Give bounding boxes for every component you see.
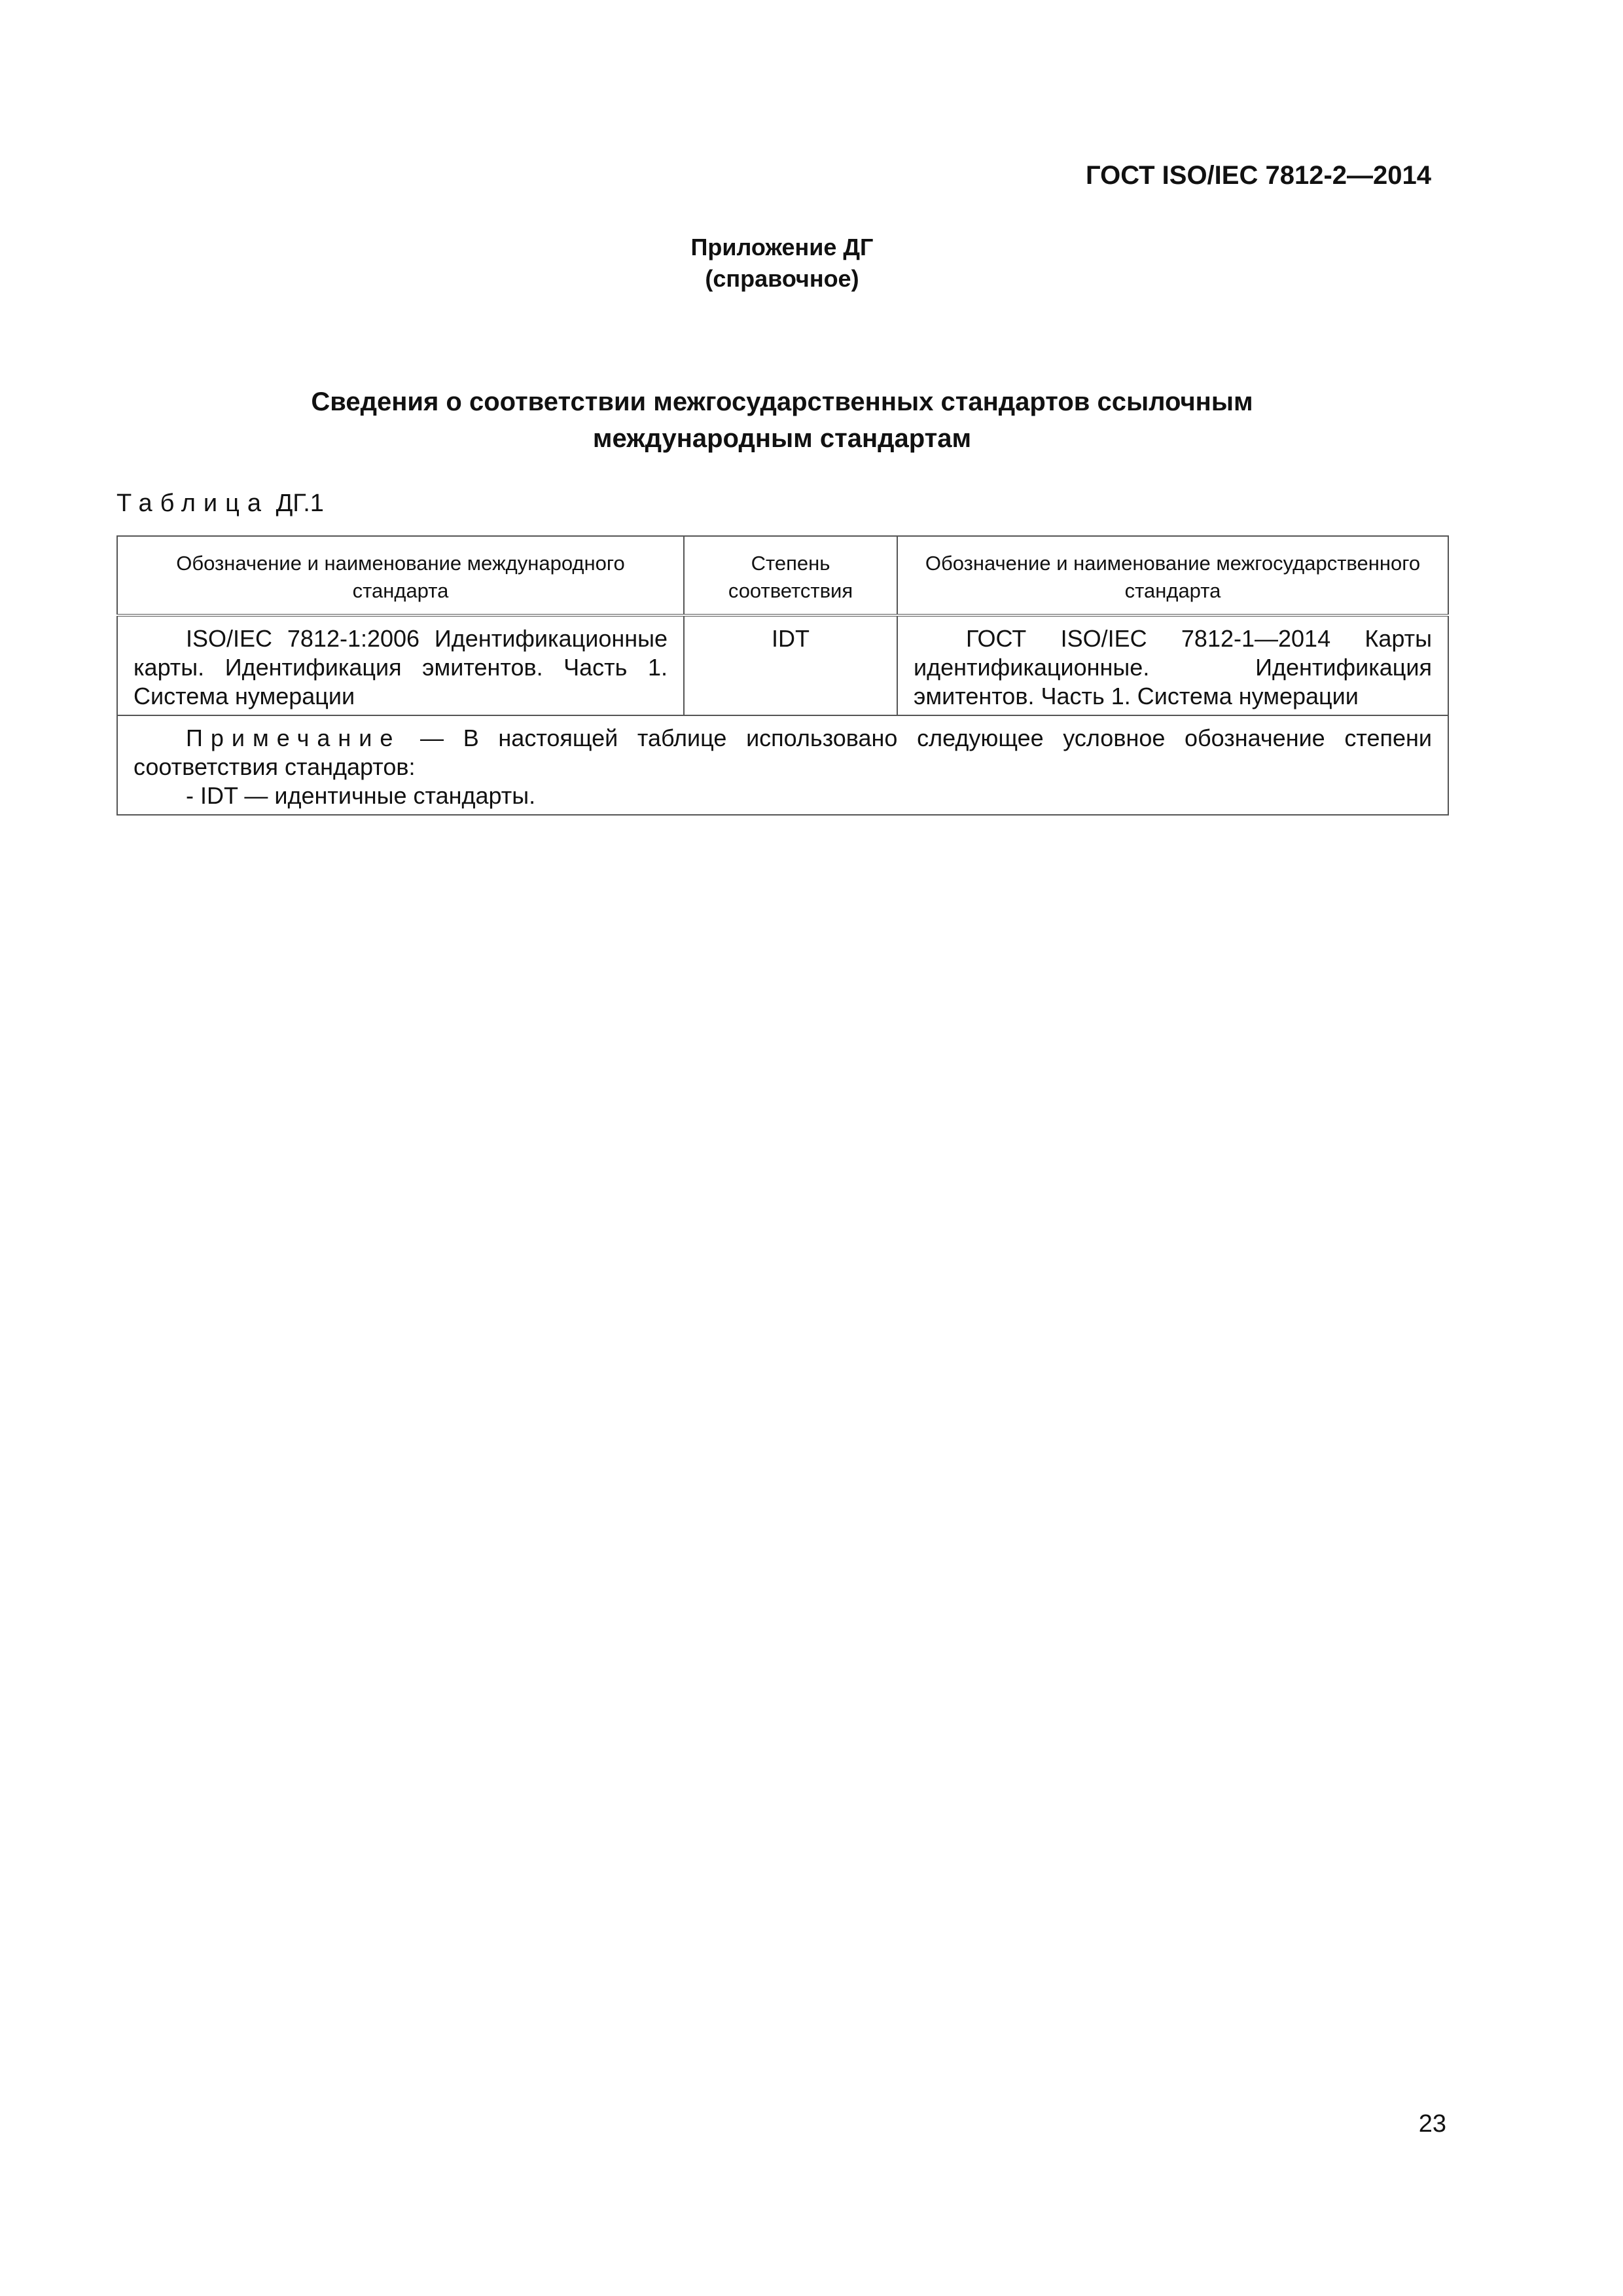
cell-international-standard <box>117 615 684 715</box>
header-degree-of-conformity: Степень соответствия <box>684 536 897 615</box>
table-row <box>117 615 1448 715</box>
cell-international-standard-text: ISO/IEC 7812-1:2006 Идентификационные карты. Идентификация эмитентов. Часть 1. Система нумерации <box>134 625 668 709</box>
table-note <box>117 715 1448 815</box>
header-international-standard: Обозначение и наименование международного стандарта <box>117 536 684 615</box>
section-title <box>0 384 1564 457</box>
appendix-subtitle: (справочное) <box>705 265 859 292</box>
header-interstate-standard: Обозначение и наименование межгосударственного стандарта <box>897 536 1448 615</box>
table-caption-number: ДГ.1 <box>276 490 324 517</box>
section-title-line-1: Сведения о соответствии межгосударственных стандартов ссылочным <box>311 387 1253 416</box>
cell-interstate-standard-text: ГОСТ ISO/IEC 7812-1—2014 Карты идентификационные. Идентификация эмитентов. Часть 1. Система нумерации <box>914 625 1432 709</box>
cell-degree-of-conformity: IDT <box>684 615 897 715</box>
note-label: Примечание <box>186 725 401 751</box>
table-caption <box>116 490 324 518</box>
table-header-row <box>117 536 1448 615</box>
appendix-heading <box>0 232 1564 295</box>
table-caption-word: Таблица <box>116 490 269 517</box>
note-text: — В настоящей таблице использовано следующее условное обозначение степени соответствия стандартов: <box>134 725 1432 780</box>
standards-correspondence-table <box>116 535 1449 816</box>
cell-interstate-standard <box>897 615 1448 715</box>
note-item: - IDT — идентичные стандарты. <box>186 782 536 809</box>
note-paragraph <box>134 724 1432 781</box>
appendix-title: Приложение ДГ <box>690 234 874 260</box>
section-title-line-2: международным стандартам <box>592 424 972 453</box>
table-note-row <box>117 715 1448 815</box>
document-designation: ГОСТ ISO/IEC 7812-2—2014 <box>1085 161 1431 190</box>
page-number: 23 <box>1418 2110 1446 2138</box>
